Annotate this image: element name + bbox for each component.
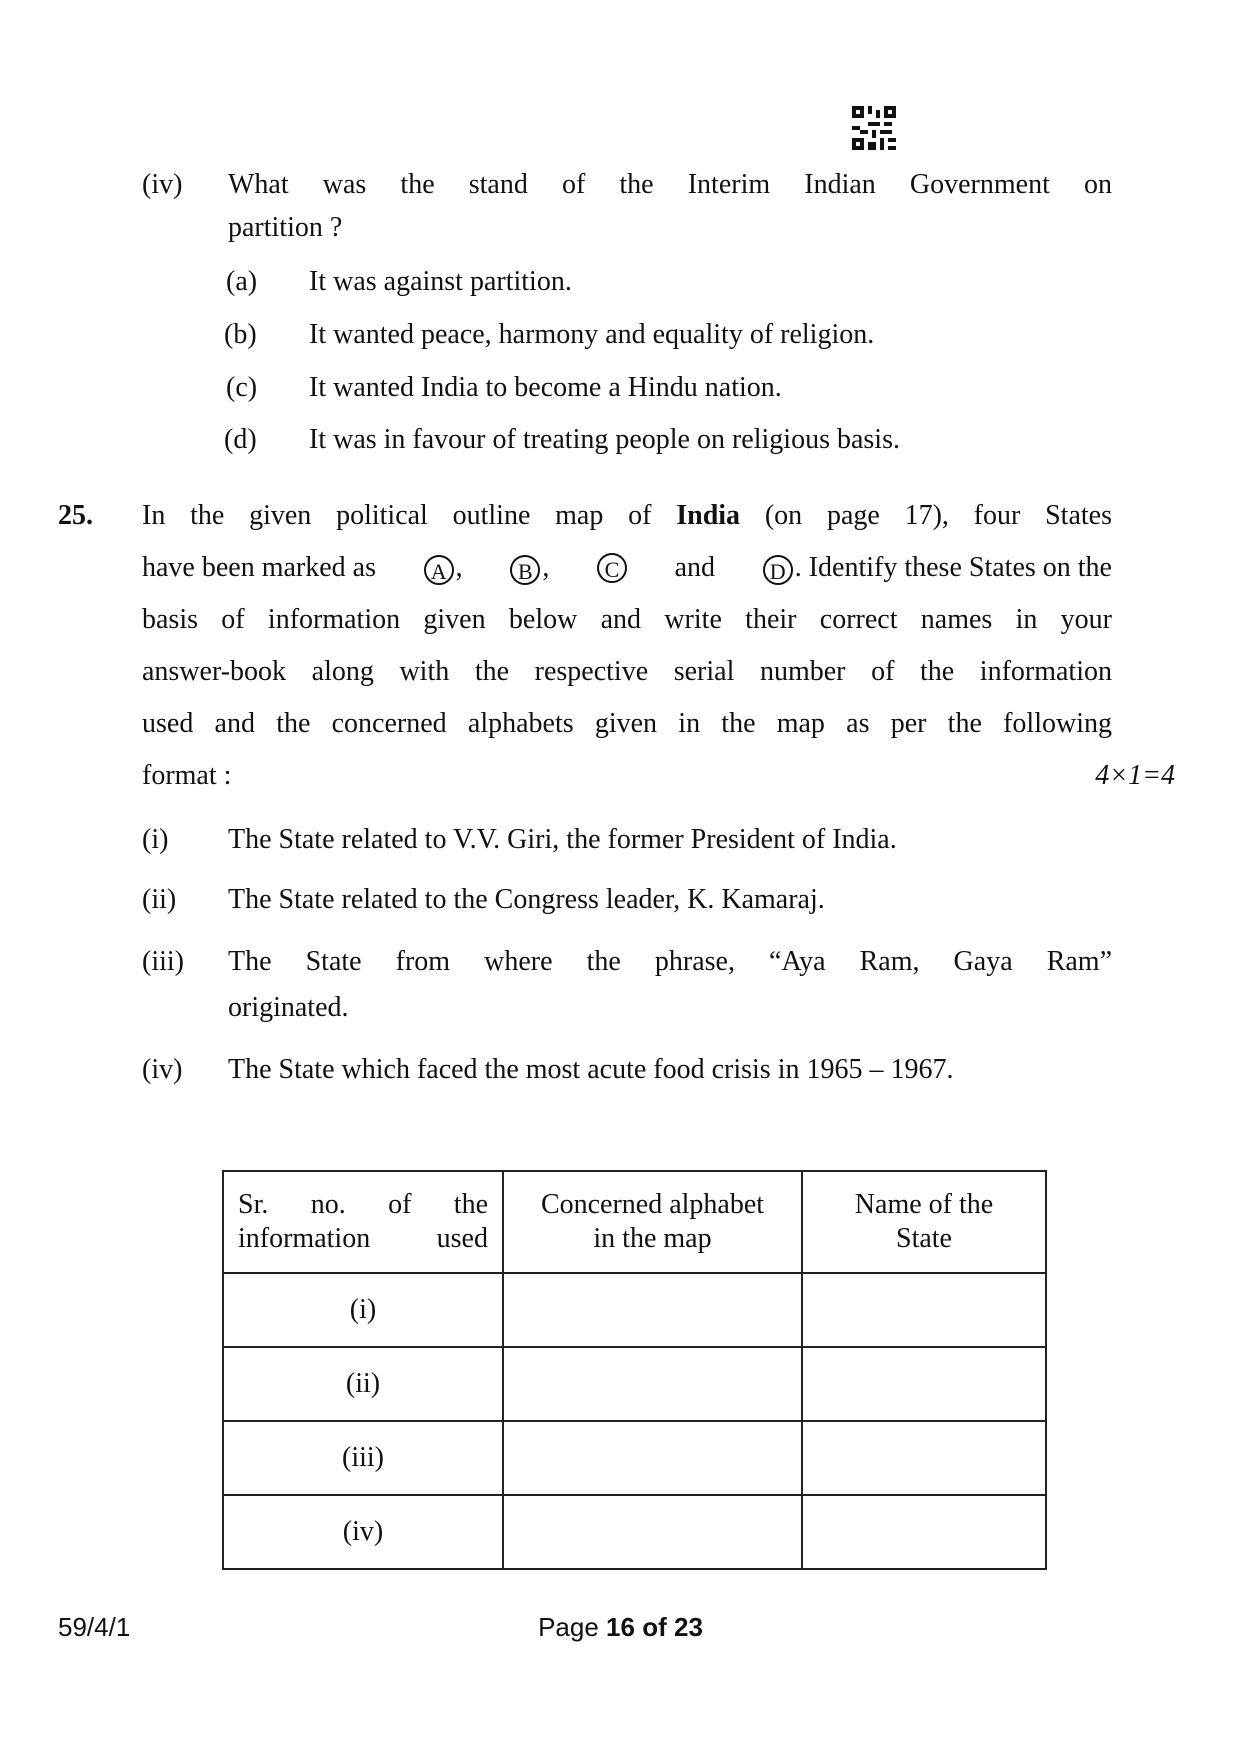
qr-code-icon xyxy=(852,106,896,150)
table-header-row xyxy=(223,1171,1046,1273)
option-text: It wanted India to become a Hindu nation. xyxy=(309,372,782,403)
item-label: (i) xyxy=(142,824,169,855)
table-cell-empty xyxy=(802,1347,1046,1421)
question-text-line: In the given political outline map of India (on page 17), four States xyxy=(142,500,1112,531)
table-cell-empty xyxy=(503,1273,802,1347)
option-label: (b) xyxy=(224,319,257,350)
option-text: It wanted peace, harmony and equality of religion. xyxy=(309,319,875,350)
table-row xyxy=(223,1347,1046,1421)
option-label: (c) xyxy=(226,372,258,403)
map-marker-a: A xyxy=(424,555,454,585)
answer-format-table xyxy=(222,1170,1047,1570)
question-text-line: partition ? xyxy=(228,212,343,243)
table-row xyxy=(223,1273,1046,1347)
question-text-line: basis of information given below and write their correct names in your xyxy=(142,604,1112,635)
table-cell-empty xyxy=(503,1347,802,1421)
table-cell-empty xyxy=(802,1273,1046,1347)
item-label: (ii) xyxy=(142,884,177,915)
map-marker-b: B xyxy=(510,555,540,585)
item-label: (iv) xyxy=(142,1054,183,1085)
table-row xyxy=(223,1421,1046,1495)
item-text: originated. xyxy=(228,992,349,1023)
question-text-line: answer-book along with the respective serial number of the information xyxy=(142,656,1112,687)
page-number: Page 16 of 23 xyxy=(538,1612,703,1642)
question-text-line: have been marked as A , B , C and D . Identify these States on the xyxy=(142,552,1112,584)
item-text: The State related to V.V. Giri, the former President of India. xyxy=(228,824,897,855)
table-cell: (ii) xyxy=(223,1347,503,1421)
item-label: (iii) xyxy=(142,946,184,977)
item-text: The State from where the phrase, “Aya Ram, Gaya Ram” xyxy=(228,946,1112,977)
question-text-line: format : xyxy=(142,760,232,791)
table-header-cell: Name of the State xyxy=(802,1171,1046,1273)
table-cell-empty xyxy=(503,1495,802,1569)
question-part-label: (iv) xyxy=(142,169,183,200)
marks-allocation: 4×1=4 xyxy=(1095,760,1175,791)
option-text: It was in favour of treating people on religious basis. xyxy=(309,424,900,455)
question-text-line: What was the stand of the Interim Indian Government on xyxy=(228,169,1112,200)
item-text: The State which faced the most acute food crisis in 1965 – 1967. xyxy=(228,1054,954,1085)
question-number: 25. xyxy=(58,500,93,531)
option-label: (a) xyxy=(226,266,258,297)
table-header-cell: Sr. no. of the information used xyxy=(223,1171,503,1273)
table-cell: (i) xyxy=(223,1273,503,1347)
table-cell-empty xyxy=(802,1421,1046,1495)
option-text: It was against partition. xyxy=(309,266,572,297)
table-cell: (iv) xyxy=(223,1495,503,1569)
question-text-line: used and the concerned alphabets given in the map as per the following xyxy=(142,708,1112,739)
table-header-cell: Concerned alphabet in the map xyxy=(503,1171,802,1273)
table-cell-empty xyxy=(503,1421,802,1495)
table-cell: (iii) xyxy=(223,1421,503,1495)
map-marker-c: C xyxy=(597,553,627,583)
map-marker-d: D xyxy=(763,555,793,585)
option-label: (d) xyxy=(224,424,257,455)
table-row xyxy=(223,1495,1046,1569)
table-cell-empty xyxy=(802,1495,1046,1569)
item-text: The State related to the Congress leader, K. Kamaraj. xyxy=(228,884,825,915)
paper-code: 59/4/1 xyxy=(58,1612,131,1642)
